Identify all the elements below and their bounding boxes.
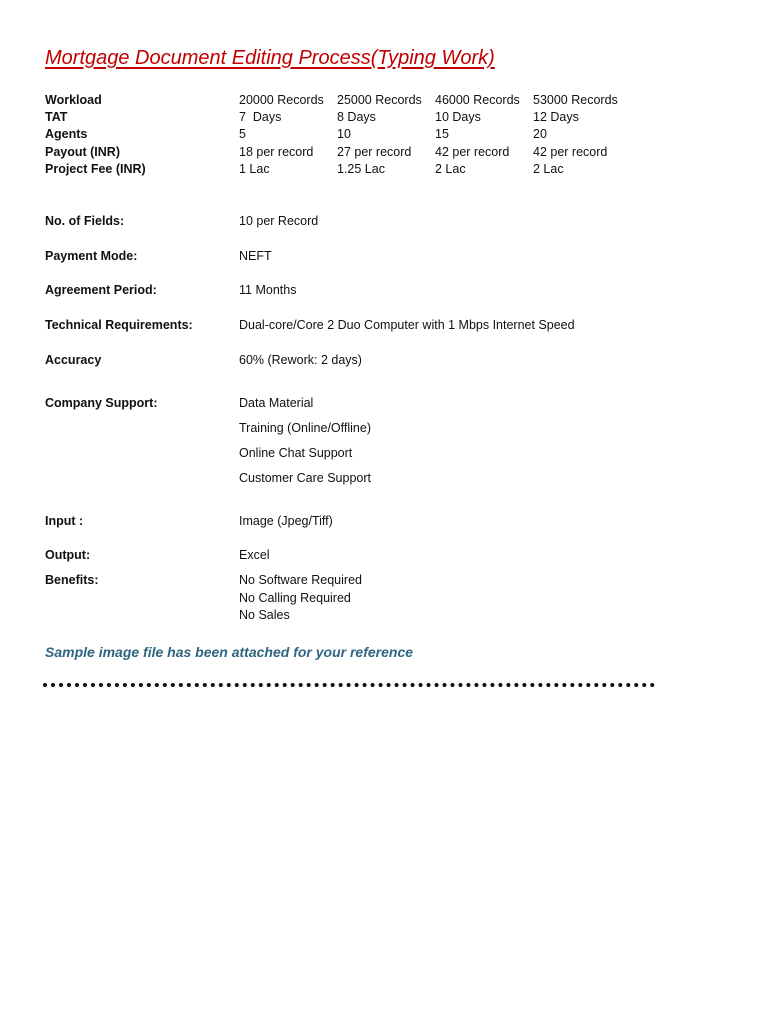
table-cell: 12 Days bbox=[533, 110, 579, 124]
payment-mode-label: Payment Mode: bbox=[45, 249, 138, 263]
table-cell: 1 Lac bbox=[239, 162, 270, 176]
table-cell: 18 per record bbox=[239, 145, 314, 159]
table-cell: 15 bbox=[435, 127, 449, 141]
output-label: Output: bbox=[45, 548, 91, 562]
row-label-tat: TAT bbox=[45, 110, 68, 124]
payment-mode-value: NEFT bbox=[239, 249, 272, 263]
table-cell: 5 bbox=[239, 127, 246, 141]
table-cell: 1.25 Lac bbox=[337, 162, 385, 176]
agreement-period-value: 11 Months bbox=[239, 283, 297, 297]
benefits-label: Benefits: bbox=[45, 573, 99, 587]
table-cell: 20000 Records bbox=[239, 93, 324, 107]
fields-value: 10 per Record bbox=[239, 214, 319, 228]
table-cell: 27 per record bbox=[337, 145, 412, 159]
company-support-label: Company Support: bbox=[45, 396, 158, 410]
table-cell: 2 Lac bbox=[533, 162, 564, 176]
list-item: No Software Required bbox=[239, 573, 362, 587]
row-label-payout: Payout (INR) bbox=[45, 145, 120, 159]
table-cell: 42 per record bbox=[533, 145, 608, 159]
list-item: Online Chat Support bbox=[239, 446, 353, 460]
table-cell: 20 bbox=[533, 127, 547, 141]
list-item: Data Material bbox=[239, 396, 314, 410]
reference-note: Sample image file has been attached for your reference bbox=[45, 644, 414, 660]
agreement-period-label: Agreement Period: bbox=[45, 283, 157, 297]
table-cell: 53000 Records bbox=[533, 93, 618, 107]
list-item: Training (Online/Offline) bbox=[239, 421, 372, 435]
table-cell: 25000 Records bbox=[337, 93, 422, 107]
table-cell: 10 bbox=[337, 127, 351, 141]
table-cell: 42 per record bbox=[435, 145, 510, 159]
list-item: No Calling Required bbox=[239, 591, 351, 605]
row-label-project-fee: Project Fee (INR) bbox=[45, 162, 146, 176]
table-cell: 8 Days bbox=[337, 110, 376, 124]
table-cell: 2 Lac bbox=[435, 162, 466, 176]
table-cell: 10 Days bbox=[435, 110, 481, 124]
input-value: Image (Jpeg/Tiff) bbox=[239, 514, 333, 528]
row-label-agents: Agents bbox=[45, 127, 88, 141]
list-item: Customer Care Support bbox=[239, 471, 372, 485]
table-cell: 46000 Records bbox=[435, 93, 520, 107]
technical-requirements-label: Technical Requirements: bbox=[45, 318, 193, 332]
accuracy-value: 60% (Rework: 2 days) bbox=[239, 353, 362, 367]
dotted-divider bbox=[43, 683, 655, 687]
accuracy-label: Accuracy bbox=[45, 353, 102, 367]
row-label-workload: Workload bbox=[45, 93, 102, 107]
table-cell: 7 Days bbox=[239, 110, 282, 124]
technical-requirements-value: Dual-core/Core 2 Duo Computer with 1 Mbps Internet Speed bbox=[239, 318, 575, 332]
list-item: No Sales bbox=[239, 608, 290, 622]
input-label: Input : bbox=[45, 514, 84, 528]
page-title: Mortgage Document Editing Process(Typing Work) bbox=[45, 47, 495, 69]
fields-label: No. of Fields: bbox=[45, 214, 125, 228]
output-value: Excel bbox=[239, 548, 270, 562]
